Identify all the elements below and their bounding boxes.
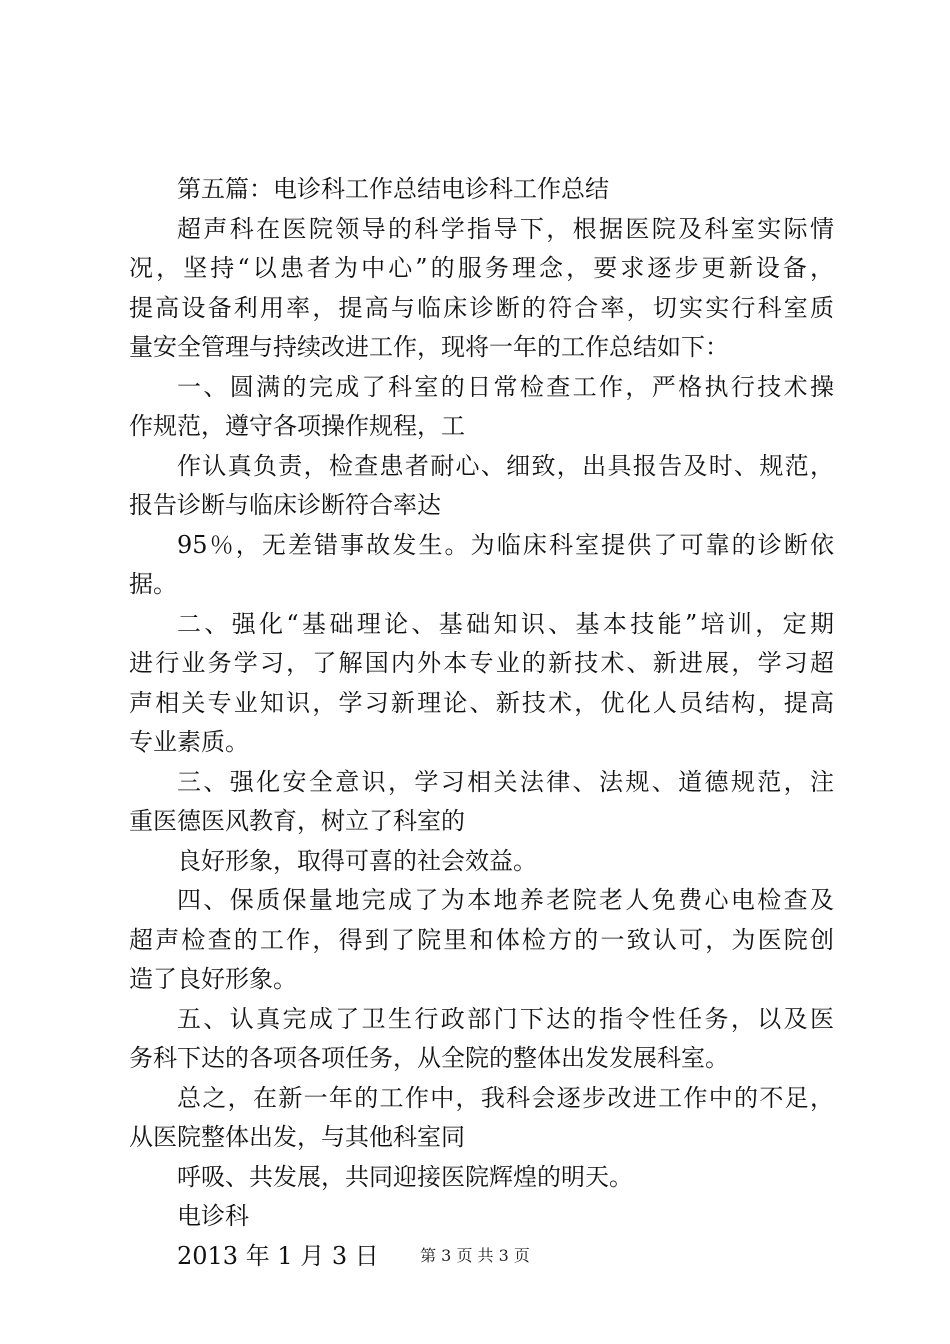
document-line: 总之，在新一年的工作中，我科会逐步改进工作中的不足， bbox=[177, 1083, 834, 1112]
document-line: 超声检查的工作，得到了院里和体检方的一致认可，为医院创 bbox=[129, 925, 834, 954]
document-line: 二、强化“基础理论、基础知识、基本技能”培训，定期 bbox=[177, 609, 834, 638]
document-line: 超声科在医院领导的科学指导下，根据医院及科室实际情 bbox=[177, 214, 834, 243]
document-line: 量安全管理与持续改进工作，现将一年的工作总结如下： bbox=[129, 333, 729, 361]
document-line: 造了良好形象。 bbox=[129, 965, 297, 993]
document-line: 呼吸、共发展，共同迎接医院辉煌的明天。 bbox=[177, 1162, 633, 1191]
page-footer: 第 3 页 共 3 页 bbox=[420, 1246, 530, 1265]
document-line: 95％，无差错事故发生。为临床科室提供了可靠的诊断依 bbox=[177, 530, 834, 559]
document-line: 重医德医风教育，树立了科室的 bbox=[129, 807, 465, 835]
document-line: 据。 bbox=[129, 570, 177, 598]
document-body bbox=[129, 170, 834, 1276]
document-line: 2013 年 1 月 3 日 bbox=[177, 1241, 379, 1270]
document-line: 报告诊断与临床诊断符合率达 bbox=[129, 491, 441, 519]
document-line: 作认真负责，检查患者耐心、细致，出具报告及时、规范， bbox=[177, 451, 834, 480]
document-line: 三、强化安全意识，学习相关法律、法规、道德规范，注 bbox=[177, 767, 834, 796]
document-line: 专业素质。 bbox=[129, 728, 249, 756]
document-line: 良好形象，取得可喜的社会效益。 bbox=[177, 846, 537, 875]
document-line: 提高设备利用率，提高与临床诊断的符合率，切实实行科室质 bbox=[129, 293, 834, 322]
document-line: 四、保质保量地完成了为本地养老院老人免费心电检查及 bbox=[177, 886, 834, 914]
document-line: 五、认真完成了卫生行政部门下达的指令性任务，以及医 bbox=[177, 1004, 834, 1033]
document-line: 电诊科 bbox=[177, 1202, 249, 1230]
document-line: 务科下达的各项各项任务，从全院的整体出发发展科室。 bbox=[129, 1044, 729, 1072]
document-line: 第五篇：电诊科工作总结电诊科工作总结 bbox=[177, 175, 609, 203]
document-line: 从医院整体出发，与其他科室同 bbox=[129, 1123, 465, 1151]
document-line: 作规范，遵守各项操作规程，工 bbox=[129, 412, 465, 440]
document-line: 况，坚持“以患者为中心”的服务理念，要求逐步更新设备， bbox=[129, 254, 834, 282]
document-line: 进行业务学习，了解国内外本专业的新技术、新进展，学习超 bbox=[129, 649, 834, 677]
document-line: 一、圆满的完成了科室的日常检查工作，严格执行技术操 bbox=[177, 372, 834, 401]
document-line: 声相关专业知识，学习新理论、新技术，优化人员结构，提高 bbox=[129, 688, 834, 717]
